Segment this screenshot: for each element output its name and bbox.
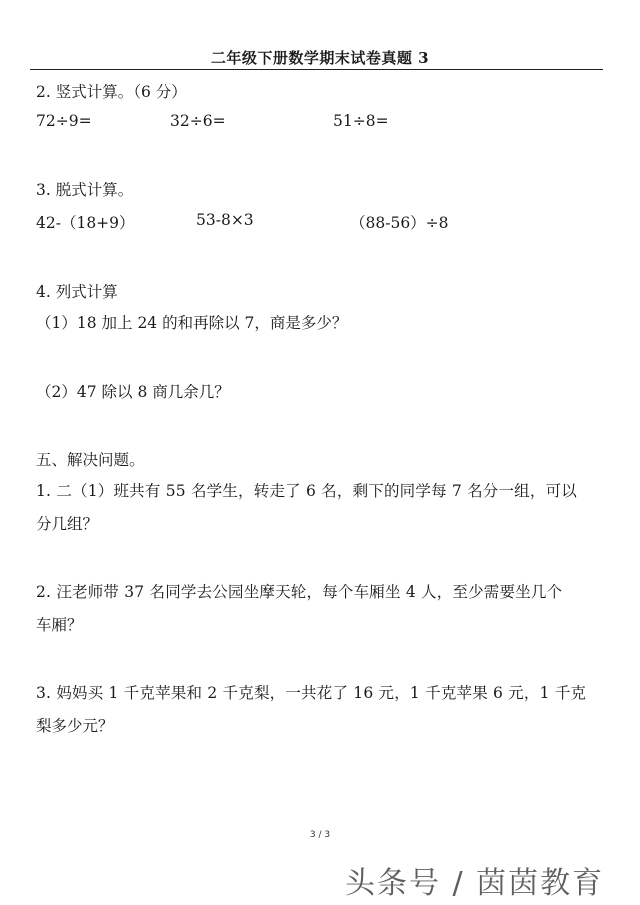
q3-item-1: 42-（18+9） xyxy=(36,214,135,232)
q2-item-1: 72÷9= xyxy=(36,112,92,130)
s5-q2-line-2: 车厢？ xyxy=(36,616,83,634)
s5-q2-line-1: 2. 汪老师带 37 名同学去公园坐摩天轮，每个车厢坐 4 人，至少需要坐几个 xyxy=(36,583,563,601)
q2-item-2: 32÷6= xyxy=(170,112,226,130)
page-title: 二年级下册数学期末试卷真题 3 xyxy=(210,49,430,67)
page-number: 3 / 3 xyxy=(309,830,331,840)
q4-heading: 4. 列式计算 xyxy=(36,283,118,301)
section-5-heading: 五、解决问题。 xyxy=(36,451,145,469)
q4-part-1: （1）18 加上 24 的和再除以 7，商是多少？ xyxy=(36,314,348,332)
s5-q3-line-2: 梨多少元？ xyxy=(36,717,114,735)
watermark: 头条号 / 茵茵教育 xyxy=(345,866,605,901)
q3-heading: 3. 脱式计算。 xyxy=(36,181,134,199)
q3-item-3: （88-56）÷8 xyxy=(350,214,449,232)
q4-part-2: （2）47 除以 8 商几余几？ xyxy=(36,383,230,401)
s5-q1-line-1: 1. 二（1）班共有 55 名学生，转走了 6 名，剩下的同学每 7 名分一组，可以 xyxy=(36,482,577,500)
q2-heading: 2. 竖式计算。（6 分） xyxy=(36,83,187,101)
s5-q3-line-1: 3. 妈妈买 1 千克苹果和 2 千克梨，一共花了 16 元，1 千克苹果 6 元，1 千克 xyxy=(36,684,587,702)
s5-q1-line-2: 分几组？ xyxy=(36,515,99,533)
header-rule xyxy=(30,69,603,70)
q3-item-2: 53-8×3 xyxy=(196,211,254,229)
q2-item-3: 51÷8= xyxy=(333,112,389,130)
